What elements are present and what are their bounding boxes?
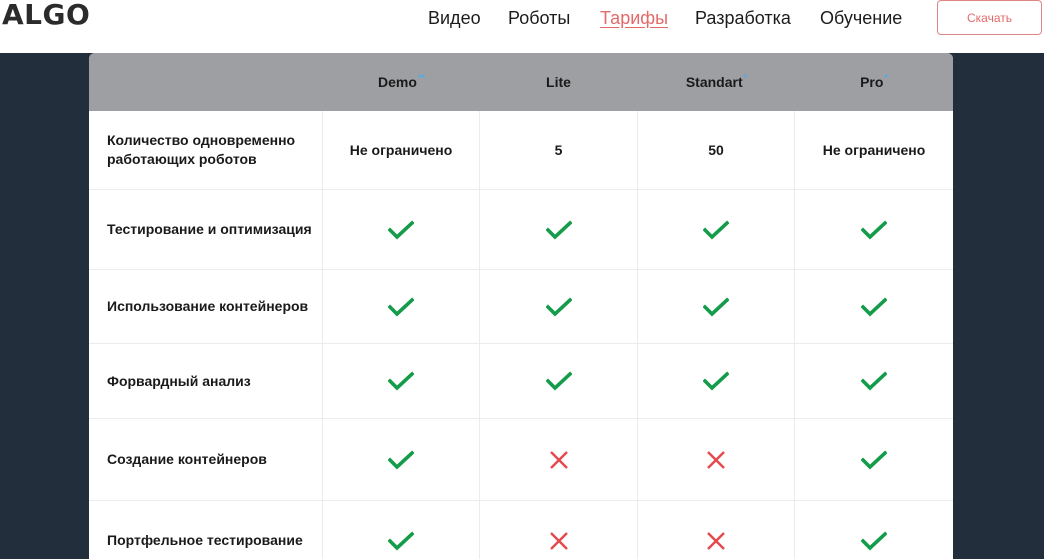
check-icon [795, 419, 953, 500]
feature-label: Тестирование и оптимизация [89, 190, 323, 269]
check-icon [480, 190, 638, 269]
logo[interactable]: ALGO [2, 0, 91, 31]
check-icon [638, 190, 795, 269]
footnote-mark: * [884, 73, 888, 83]
cross-icon [638, 501, 795, 559]
cross-icon [638, 419, 795, 500]
plan-name: Pro [860, 74, 884, 90]
plan-name: Demo [378, 74, 417, 90]
download-button[interactable]: Скачать [937, 0, 1042, 35]
table-row [89, 270, 953, 344]
nav-link-learning[interactable]: Обучение [820, 8, 903, 28]
feature-label: Форвардный анализ [89, 344, 323, 418]
footnote-mark: * [743, 73, 748, 83]
nav-link-development[interactable]: Разработка [695, 8, 791, 28]
cross-icon [480, 419, 638, 500]
plan-header-pro [795, 53, 953, 111]
check-icon [323, 344, 480, 418]
table-header [89, 53, 953, 111]
check-icon [323, 419, 480, 500]
check-icon [323, 270, 480, 343]
feature-label: Портфельное тестирование [89, 501, 323, 559]
check-icon [795, 270, 953, 343]
feature-value: Не ограничено [822, 142, 926, 158]
site-header [0, 0, 1044, 53]
check-icon [795, 344, 953, 418]
nav-link-tariffs[interactable]: Тарифы [600, 8, 669, 28]
plan-name: Lite [546, 74, 571, 90]
table-row [89, 190, 953, 270]
nav-link-video[interactable]: Видео [428, 8, 481, 28]
footnote-mark: ** [417, 73, 425, 83]
check-icon [480, 270, 638, 343]
plan-header-lite [480, 53, 638, 111]
check-icon [323, 501, 480, 559]
table-row [89, 419, 953, 501]
pricing-table [89, 53, 953, 559]
table-row [89, 501, 953, 559]
main-nav [0, 8, 1044, 30]
plan-header-standart [638, 53, 795, 111]
plan-header-demo [323, 53, 480, 111]
check-icon [480, 344, 638, 418]
feature-label: Количество одновременно работающих роботов [89, 111, 323, 189]
plan-name: Standart [685, 74, 743, 90]
check-icon [795, 190, 953, 269]
table-row [89, 344, 953, 419]
feature-value: 50 [638, 111, 795, 189]
feature-label: Создание контейнеров [89, 419, 323, 500]
check-icon [638, 344, 795, 418]
check-icon [795, 501, 953, 559]
nav-link-robots[interactable]: Роботы [508, 8, 571, 28]
check-icon [638, 270, 795, 343]
feature-value: 5 [480, 111, 638, 189]
check-icon [323, 190, 480, 269]
feature-value: Не ограничено [323, 111, 480, 189]
cross-icon [480, 501, 638, 559]
feature-label: Использование контейнеров [89, 270, 323, 343]
table-row [89, 111, 953, 190]
